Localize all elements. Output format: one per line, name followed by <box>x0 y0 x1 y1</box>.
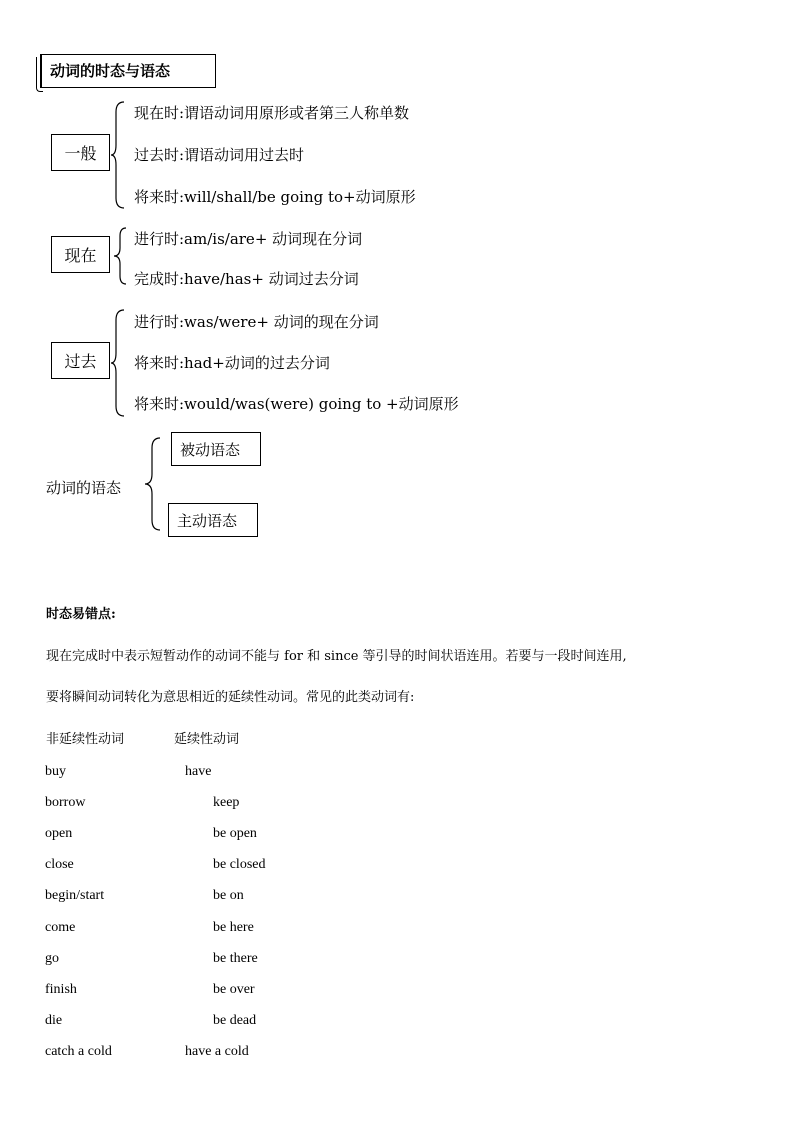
column-header-nondurative: 非延续性动词 <box>46 732 125 747</box>
word-durative: be on <box>213 888 244 903</box>
word-nondurative: close <box>45 857 74 872</box>
tense-line: 完成时:have/has+ 动词过去分词 <box>134 270 359 288</box>
word-durative: be open <box>213 826 257 841</box>
word-durative: be dead <box>213 1013 257 1028</box>
errors-paragraph-line: 现在完成时中表示短暂动作的动词不能与 for 和 since 等引导的时间状语连用。若要与一段时间连用, <box>46 649 627 664</box>
brace-icon <box>142 436 162 532</box>
brace-icon <box>112 226 128 286</box>
errors-paragraph-line: 要将瞬间动词转化为意思相近的延续性动词。常见的此类动词有: <box>46 690 415 705</box>
tense-line: 将来时:had+动词的过去分词 <box>134 354 330 372</box>
word-nondurative: catch a cold <box>45 1044 112 1059</box>
errors-heading: 时态易错点: <box>46 607 116 622</box>
word-nondurative: finish <box>45 982 77 997</box>
tense-line: 进行时:am/is/are+ 动词现在分词 <box>134 230 363 248</box>
tense-line: 将来时:will/shall/be going to+动词原形 <box>134 188 416 206</box>
tense-line: 现在时:谓语动词用原形或者第三人称单数 <box>134 104 410 122</box>
tense-label-general: 一般 <box>51 134 110 171</box>
column-header-durative: 延续性动词 <box>174 732 240 747</box>
word-nondurative: go <box>45 951 59 966</box>
voice-label: 动词的语态 <box>46 479 122 497</box>
word-nondurative: die <box>45 1013 63 1028</box>
brace-icon <box>110 100 126 210</box>
word-durative: be closed <box>213 857 266 872</box>
word-durative: have <box>185 764 212 779</box>
word-nondurative: come <box>45 920 76 935</box>
brace-icon <box>110 308 126 418</box>
tense-line: 进行时:was/were+ 动词的现在分词 <box>134 313 379 331</box>
page-title: 动词的时态与语态 <box>40 54 216 88</box>
voice-active: 主动语态 <box>168 503 258 537</box>
word-durative: be over <box>213 982 255 997</box>
word-nondurative: open <box>45 826 73 841</box>
word-nondurative: buy <box>45 764 66 779</box>
word-durative: have a cold <box>185 1044 249 1059</box>
word-nondurative: borrow <box>45 795 86 810</box>
word-durative: keep <box>213 795 240 810</box>
tense-label-past: 过去 <box>51 342 110 379</box>
word-nondurative: begin/start <box>45 888 105 903</box>
tense-label-present: 现在 <box>51 236 110 273</box>
word-durative: be there <box>213 951 258 966</box>
voice-passive: 被动语态 <box>171 432 261 466</box>
tense-line: 过去时:谓语动词用过去时 <box>134 146 305 164</box>
tense-line: 将来时:would/was(were) going to +动词原形 <box>134 395 459 413</box>
word-durative: be here <box>213 920 254 935</box>
